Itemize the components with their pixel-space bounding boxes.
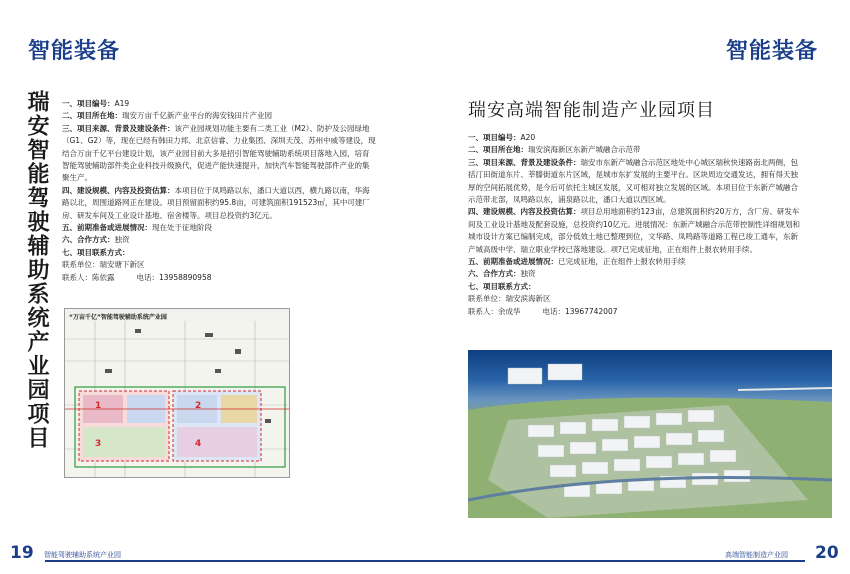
l-line4-label: 四、建设规模、内容及投资估算： <box>62 185 175 195</box>
r-contact-person: 联系人：余成华 <box>468 306 521 316</box>
r-line1-value: A20 <box>520 133 536 142</box>
right-project-title: 瑞安高端智能制造产业园项目 <box>468 100 715 121</box>
left-footer <box>0 544 425 574</box>
r-line4-b: 间及工业设计基地及配套设施，总投资约10亿元。进展情况：东新产城融合示范带控制性详细规划和 <box>468 219 801 229</box>
l-line3-label: 三、项目来源、背景及建设条件： <box>62 123 175 133</box>
r-line3-c: 厚的空间拓展优势，是今后可依托主城区发展，又可相对独立发展的区域。本项目位于东新产城融合 <box>468 182 798 192</box>
map-zone-3: 3 <box>95 439 102 449</box>
left-page-number: 19 <box>10 543 34 563</box>
l-line4-b: 路以北，周围道路网正在建设。项目预留面积约95.8亩，可建筑面积191523㎡，其中可建厂 <box>62 198 370 208</box>
l-line2-label: 二、项目所在地： <box>62 111 122 121</box>
aerial-drawing <box>468 350 832 518</box>
l-line5-label: 五、前期准备或进展情况： <box>62 223 152 233</box>
left-header-title: 智能装备 <box>28 39 121 64</box>
r-line4-c: 城市设计方案已编制完成，部分低效土地已整理到位，文华路、凤鸣路等道路工程已竣工通车，东新 <box>468 232 798 242</box>
right-footer-rule <box>425 560 805 562</box>
l-contact-phone: 电话：13958890958 <box>136 272 212 282</box>
r-line4-value: 项目总用地面积约123亩，总建筑面积约20万方，含厂房、研发车 <box>580 207 800 217</box>
r-line2-value: 瑞安滨海新区东新产城融合示范带 <box>528 145 641 155</box>
r-line5-label: 五、前期准备或进展情况： <box>468 257 558 267</box>
left-footer-text: 智能驾驶辅助系统产业园 <box>44 551 121 559</box>
r-contact-phone: 电话：13967742007 <box>542 306 618 316</box>
l-line5-value: 现在处于征地阶段 <box>152 223 212 233</box>
right-header-title: 智能装备 <box>726 39 819 64</box>
l-line4-c: 房、研发车间及工业设计基地、宿舍楼等。项目总投资约3亿元。 <box>62 210 277 220</box>
l-contact-person: 联系人：陈依露 <box>62 272 115 282</box>
r-line3-d: 示范带北部，凤鸣路以东，浦泉路以北，潘口大道以西区域。 <box>468 195 671 205</box>
l-contact-unit: 联系单位：瑞安塘下新区 <box>62 260 145 270</box>
r-line3-b: 括汀田街道东片、莘滕街道东片区域，是城市东扩发展的主要平台。区块周边交通发达，拥有得天独 <box>468 170 798 180</box>
right-footer-text: 高端智能制造产业园 <box>725 551 788 559</box>
l-line7-label: 七、项目联系方式： <box>62 247 130 257</box>
l-line6-label: 六、合作方式： <box>62 235 115 245</box>
map-zone-2: 2 <box>195 401 202 411</box>
l-line3-d: 智能驾驶辅助部件类企业科技升级换代，促进产能快速提升，加快汽车智能驾驶部件产业的集 <box>62 161 370 171</box>
l-line6-value: 独资 <box>114 235 130 245</box>
r-line1-label: 一、项目编号： <box>468 133 521 142</box>
l-line1-label: 一、项目编号： <box>62 99 115 108</box>
right-footer <box>425 544 850 574</box>
r-line4-d: 产城高级中学、瑞立职业学校已落地建设。项?已完成征地，正在组件上报农转用手续。 <box>468 244 757 254</box>
aerial-rendering-image <box>468 350 832 518</box>
map-zone-4: 4 <box>195 439 202 449</box>
map-title: “万亩千亿”智能驾驶辅助系统产业园 <box>69 314 167 321</box>
map-drawing <box>65 309 289 477</box>
r-line5-value: 已完成征地，正在组件上报农转用手续 <box>558 257 686 267</box>
l-line3-e: 聚生产。 <box>62 173 92 183</box>
r-line6-label: 六、合作方式： <box>468 269 521 279</box>
left-project-details <box>62 98 402 284</box>
industrial-park-plan-map <box>64 308 290 478</box>
l-line4-value: 本项目位于凤鸣路以东，潘口大道以西，横九路以南，华海 <box>174 185 370 195</box>
l-line3-value: 该产业园规划功能主要有二类工业（M2）、防护及公园绿地 <box>174 123 370 133</box>
right-page-number: 20 <box>815 543 839 563</box>
r-line3-value: 瑞安市东新产城融合示范区地处中心城区瑞秋快速路南北两侧，包 <box>580 157 798 167</box>
left-vertical-title: 瑞安智能驾驶辅助系统产业园项目 <box>24 90 49 450</box>
r-line4-label: 四、建设规模、内容及投资估算： <box>468 207 581 217</box>
r-line2-label: 二、项目所在地： <box>468 145 528 155</box>
r-line3-label: 三、项目来源、背景及建设条件： <box>468 157 581 167</box>
l-line2-value: 瑞安万亩千亿新产业平台的海安钱田片产业园 <box>122 111 272 121</box>
right-project-details <box>468 132 834 318</box>
l-line3-b: （G1、G2）等，现在已经有韩田力邦、北京信睿、力业集团、深圳天茂、苏州中威等建设，现 <box>62 136 376 146</box>
l-line1-value: A19 <box>114 99 130 108</box>
left-footer-rule <box>45 560 425 562</box>
r-line6-value: 独资 <box>520 269 536 279</box>
r-line7-label: 七、项目联系方式： <box>468 281 536 291</box>
map-zone-1: 1 <box>95 401 102 411</box>
l-line3-c: 结合万亩千亿平台建设计划，该产业园目前大多是招引智能驾驶辅助系统项目落地入园，培育 <box>62 148 370 158</box>
r-contact-unit: 联系单位：瑞安滨海新区 <box>468 294 551 304</box>
